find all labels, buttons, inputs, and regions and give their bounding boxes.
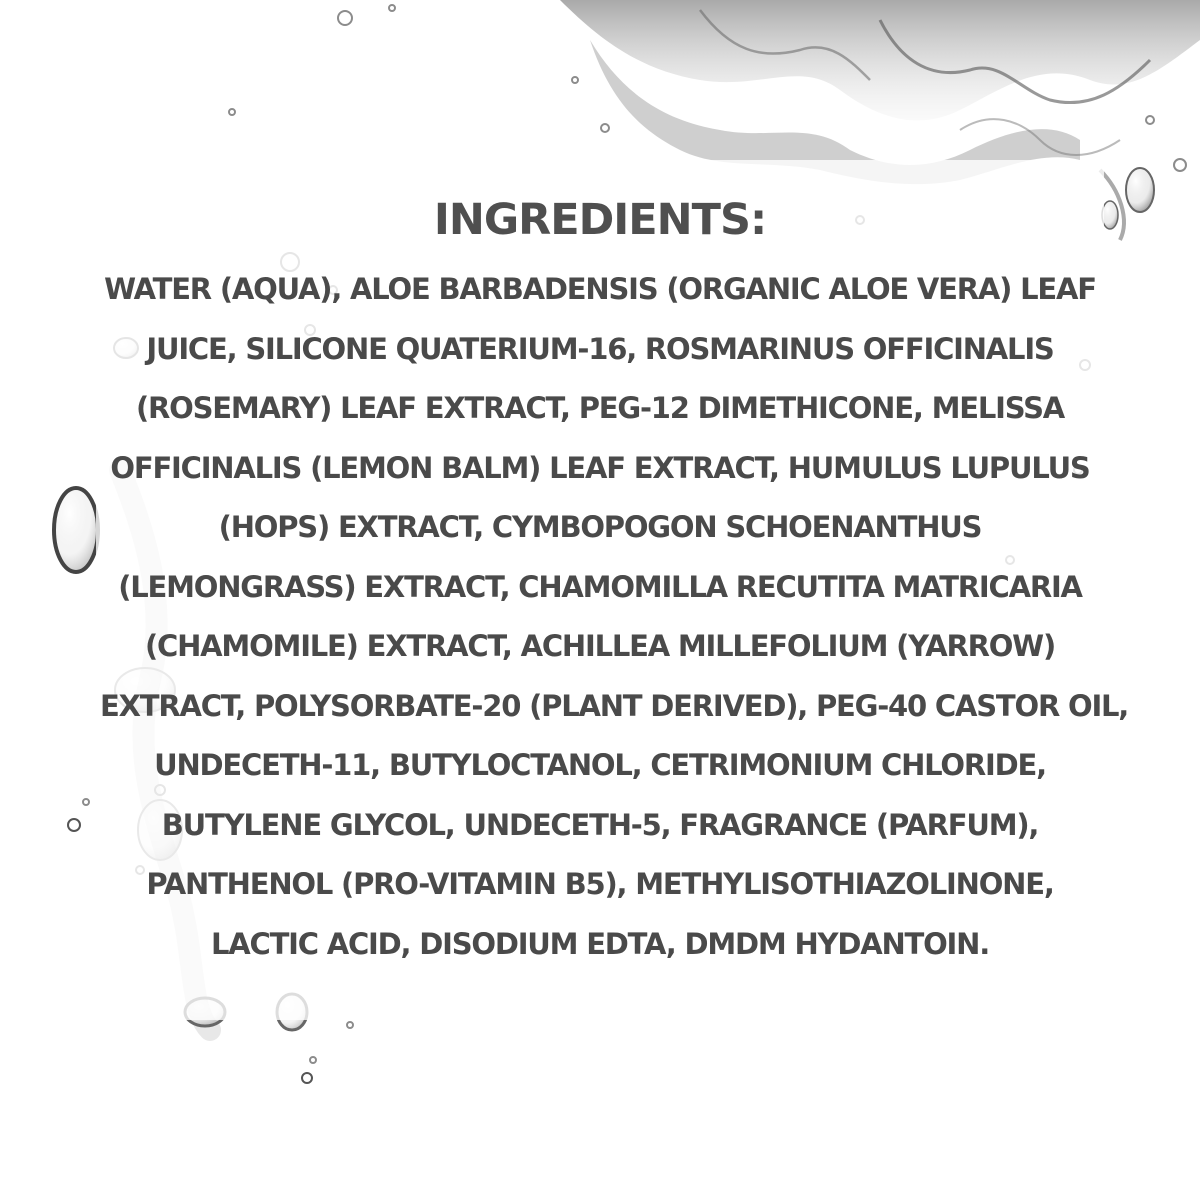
ingredient-line: (CHAMOMILE) EXTRACT, ACHILLEA MILLEFOLIUM (YARROW): [144, 629, 1056, 663]
ingredient-line: (HOPS) EXTRACT, CYMBOPOGON SCHOENANTHUS: [218, 510, 982, 544]
ingredients-content: [100, 180, 1129, 974]
ingredient-line: BUTYLENE GLYCOL, UNDECETH-5, FRAGRANCE (PARFUM),: [161, 807, 1039, 842]
ingredient-line: (ROSEMARY) LEAF EXTRACT, PEG-12 DIMETHICONE, MELISSA: [135, 391, 1065, 425]
ingredient-list: [100, 260, 1129, 974]
ingredient-line: PANTHENOL (PRO-VITAMIN B5), METHYLISOTHIAZOLINONE,: [146, 867, 1054, 901]
ingredient-line: WATER (AQUA), ALOE BARBADENSIS (ORGANIC ALOE VERA) LEAF: [104, 272, 1096, 306]
ingredient-line: LACTIC ACID, DISODIUM EDTA, DMDM HYDANTOIN.: [210, 926, 990, 961]
ingredient-line: (LEMONGRASS) EXTRACT, CHAMOMILLA RECUTITA MATRICARIA: [118, 569, 1082, 604]
ingredient-line: UNDECETH-11, BUTYLOCTANOL, CETRIMONIUM CHLORIDE,: [154, 748, 1046, 782]
ingredient-line: JUICE, SILICONE QUATERIUM-16, ROSMARINUS OFFICINALIS: [146, 331, 1054, 366]
ingredient-line: EXTRACT, POLYSORBATE-20 (PLANT DERIVED), PEG-40 CASTOR OIL,: [100, 688, 1129, 723]
ingredient-line: OFFICINALIS (LEMON BALM) LEAF EXTRACT, HUMULUS LUPULUS: [110, 450, 1090, 485]
ingredients-heading: INGREDIENTS:: [433, 195, 767, 245]
